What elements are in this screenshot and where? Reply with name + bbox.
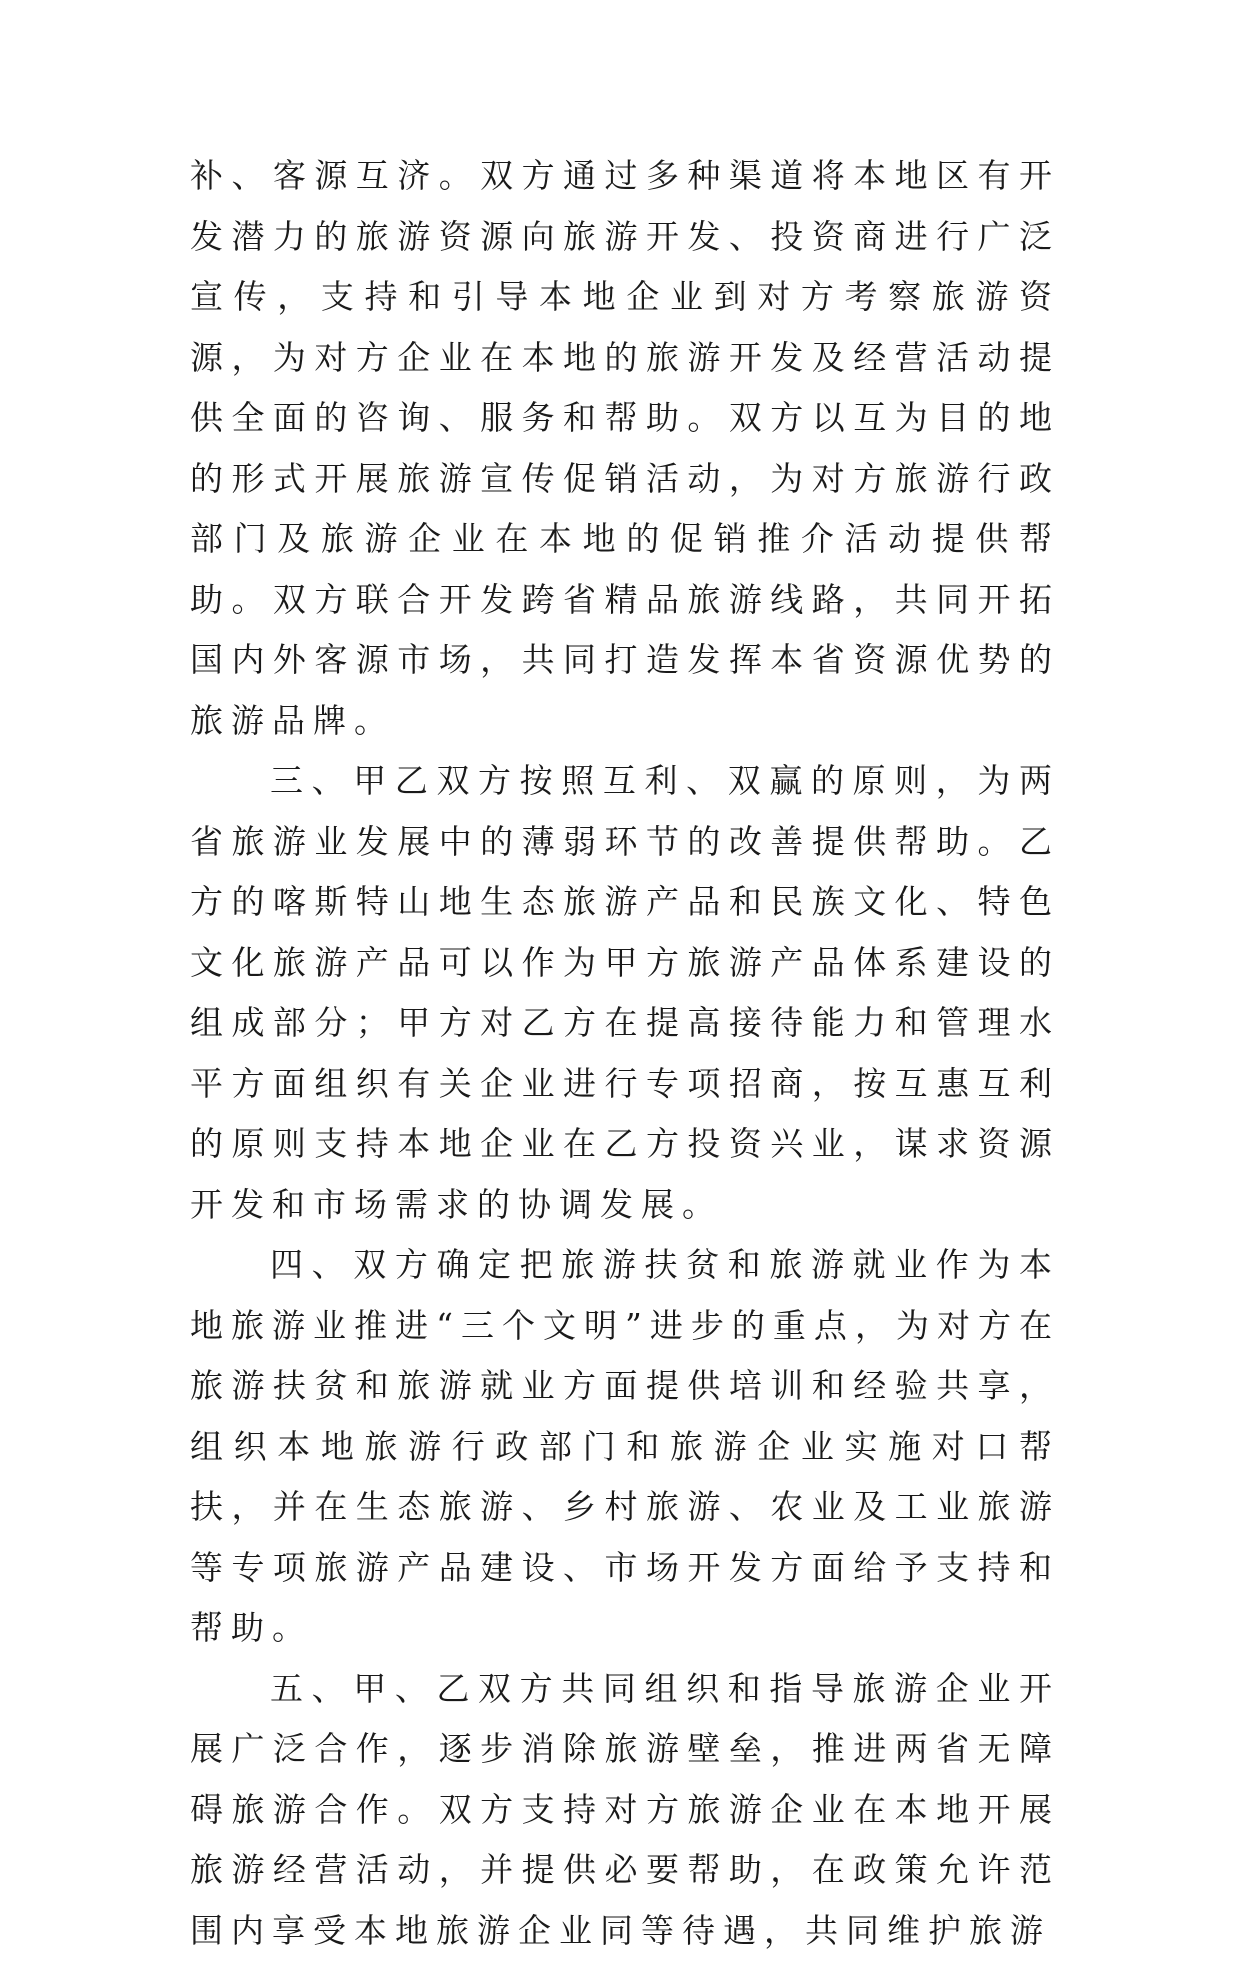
paragraph-3: 四、双方确定把旅游扶贫和旅游就业作为本地旅游业推进“三个文明”进步的重点，为对方在旅游扶贫和旅游就业方面提供培训和经验共享，组织本地旅游行政部门和旅游企业实施对口帮扶，并在生态旅游、乡村旅游、农业及工业旅游等专项旅游产品建设、市场开发方面给予支持和帮助。 bbox=[190, 1235, 1060, 1659]
paragraph-2: 三、甲乙双方按照互利、双赢的原则，为两省旅游业发展中的薄弱环节的改善提供帮助。乙方的喀斯特山地生态旅游产品和民族文化、特色文化旅游产品可以作为甲方旅游产品体系建设的组成部分；甲方对乙方在提高接待能力和管理水平方面组织有关企业进行专项招商，按互惠互利的原则支持本地企业在乙方投资兴业，谋求资源开发和市场需求的协调发展。 bbox=[190, 751, 1060, 1235]
document-page bbox=[190, 146, 1060, 1961]
paragraph-1: 补、客源互济。双方通过多种渠道将本地区有开发潜力的旅游资源向旅游开发、投资商进行广泛宣传，支持和引导本地企业到对方考察旅游资源，为对方企业在本地的旅游开发及经营活动提供全面的咨询、服务和帮助。双方以互为目的地的形式开展旅游宣传促销活动，为对方旅游行政部门及旅游企业在本地的促销推介活动提供帮助。双方联合开发跨省精品旅游线路，共同开拓国内外客源市场，共同打造发挥本省资源优势的旅游品牌。 bbox=[190, 146, 1060, 751]
paragraph-4: 五、甲、乙双方共同组织和指导旅游企业开展广泛合作，逐步消除旅游壁垒，推进两省无障碍旅游合作。双方支持对方旅游企业在本地开展旅游经营活动，并提供必要帮助，在政策允许范围内享受本地旅游企业同等待遇，共同维护旅游 bbox=[190, 1659, 1060, 1961]
